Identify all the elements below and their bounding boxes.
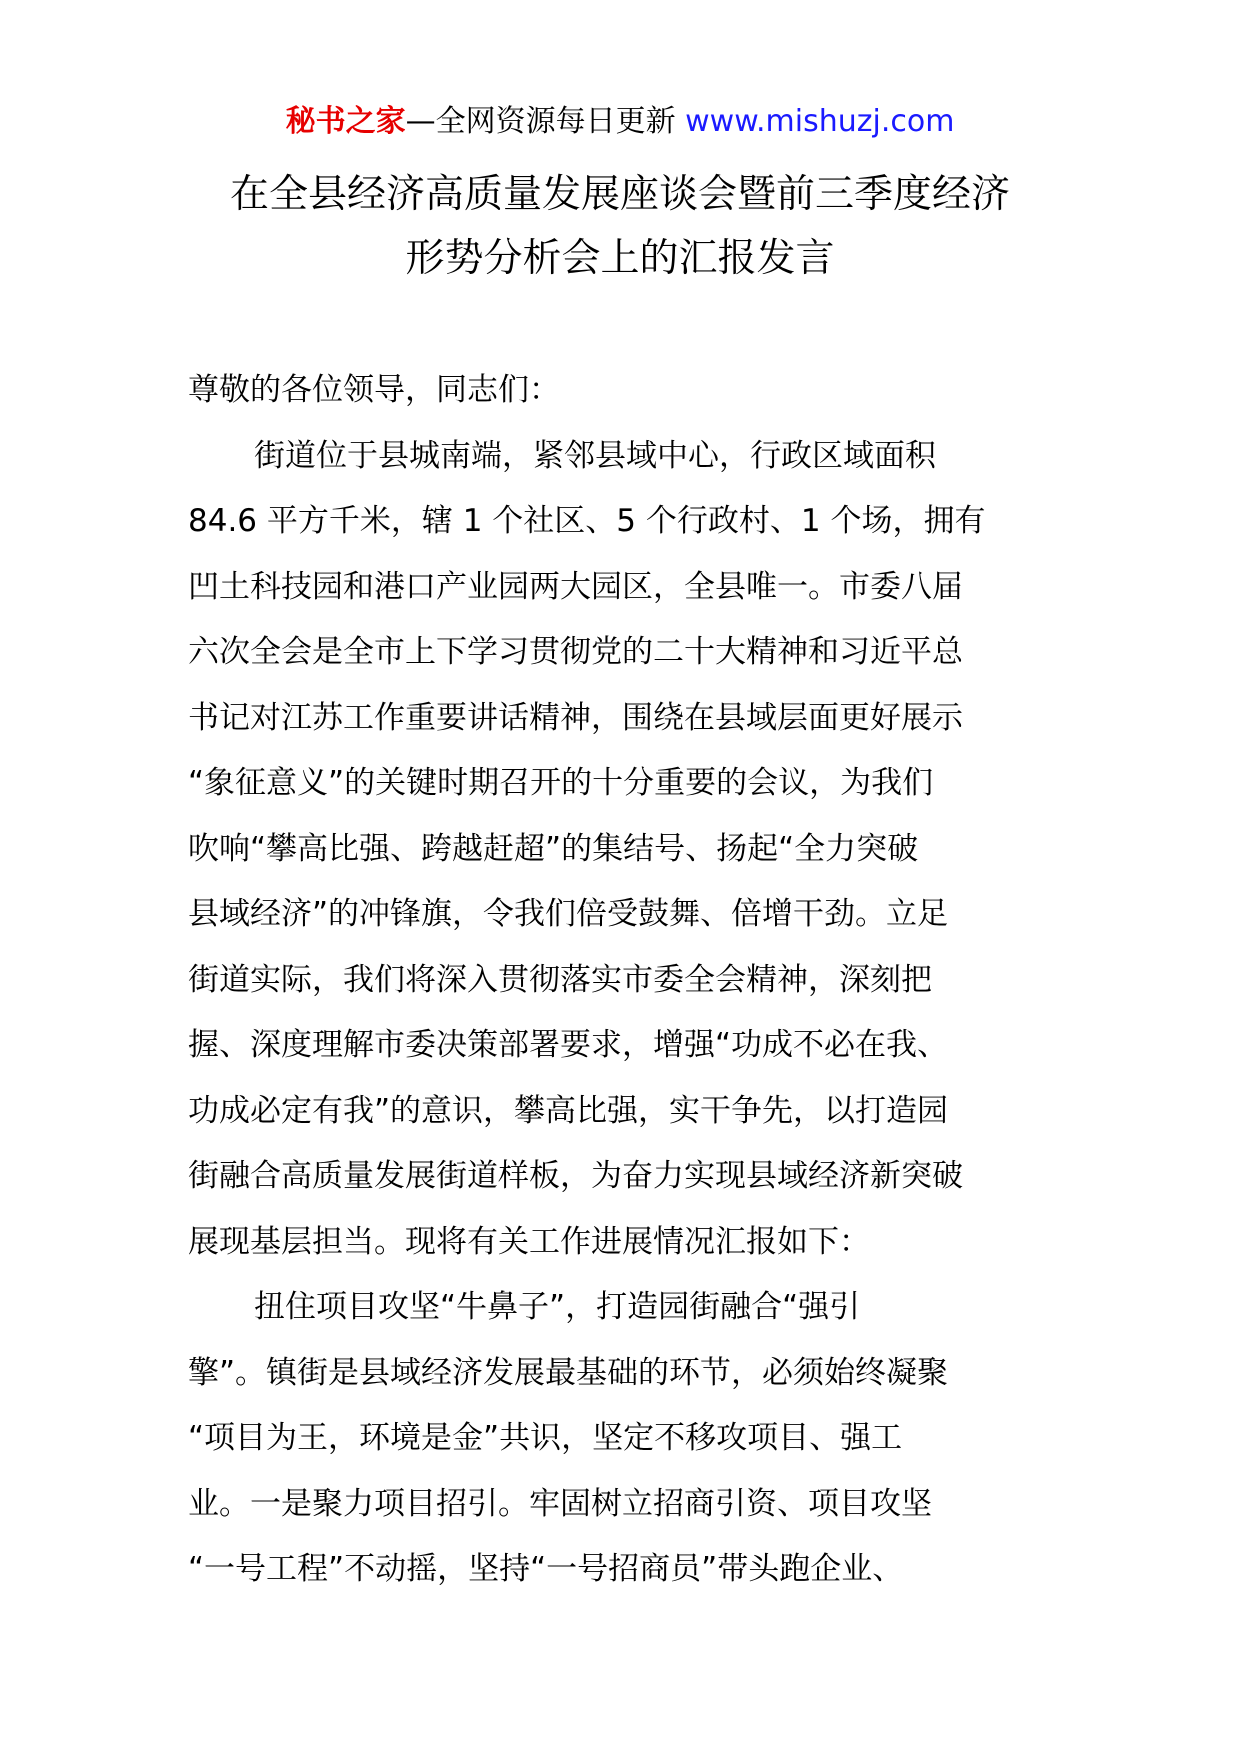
body-line: “项目为王，环境是金”共识，坚定不移攻项目、强工 (188, 1420, 903, 1456)
body-line: 握、深度理解市委决策部署要求，增强“功成不必在我、 (188, 1027, 949, 1063)
site-tagline: —全网资源每日更新 (405, 104, 676, 139)
body-line: 街道实际，我们将深入贯彻落实市委全会精神，深刻把 (188, 961, 932, 998)
title-line-2: 形势分析会上的汇报发言 (405, 236, 835, 281)
body-line: 吹响“攀高比强、跨越赶超”的集结号、扬起“全力突破 (188, 830, 919, 867)
document-title (0, 163, 1240, 291)
document-body (188, 358, 1058, 1603)
body-line: 展现基层担当。现将有关工作进展情况汇报如下： (188, 1223, 870, 1260)
body-line: 功成必定有我”的意识，攀高比强，实干争先，以打造园 (188, 1092, 949, 1129)
salutation: 尊敬的各位领导，同志们： (188, 372, 560, 408)
body-line: “象征意义”的关键时期召开的十分重要的会议，为我们 (188, 765, 934, 801)
body-line: 县域经济”的冲锋旗，令我们倍受鼓舞、倍增干劲。立足 (188, 896, 949, 932)
site-url-link[interactable]: www.mishuzj.com (685, 104, 955, 139)
body-line: 书记对江苏工作重要讲话精神，围绕在县域层面更好展示 (188, 699, 963, 736)
body-line: 凹土科技园和港口产业园两大园区，全县唯一。市委八届 (188, 568, 963, 605)
body-line: “一号工程”不动摇，坚持“一号招商员”带头跑企业、 (188, 1551, 904, 1587)
body-line: 街道位于县城南端，紧邻县域中心，行政区域面积 (254, 437, 936, 474)
body-line: 扭住项目攻坚“牛鼻子”，打造园街融合“强引 (254, 1289, 861, 1325)
body-line: 六次全会是全市上下学习贯彻党的二十大精神和习近平总 (188, 634, 963, 670)
body-line: 84.6 平方千米，辖 1 个社区、5 个行政村、1 个场，拥有 (188, 503, 986, 539)
body-line: 业。一是聚力项目招引。牢固树立招商引资、项目攻坚 (188, 1485, 932, 1522)
title-line-1: 在全县经济高质量发展座谈会暨前三季度经济 (229, 172, 1010, 217)
body-line: 街融合高质量发展街道样板，为奋力实现县域经济新突破 (188, 1158, 963, 1194)
site-header (0, 102, 1240, 142)
body-line: 擎”。镇街是县域经济发展最基础的环节，必须始终凝聚 (188, 1354, 949, 1391)
site-name: 秘书之家 (285, 104, 406, 139)
